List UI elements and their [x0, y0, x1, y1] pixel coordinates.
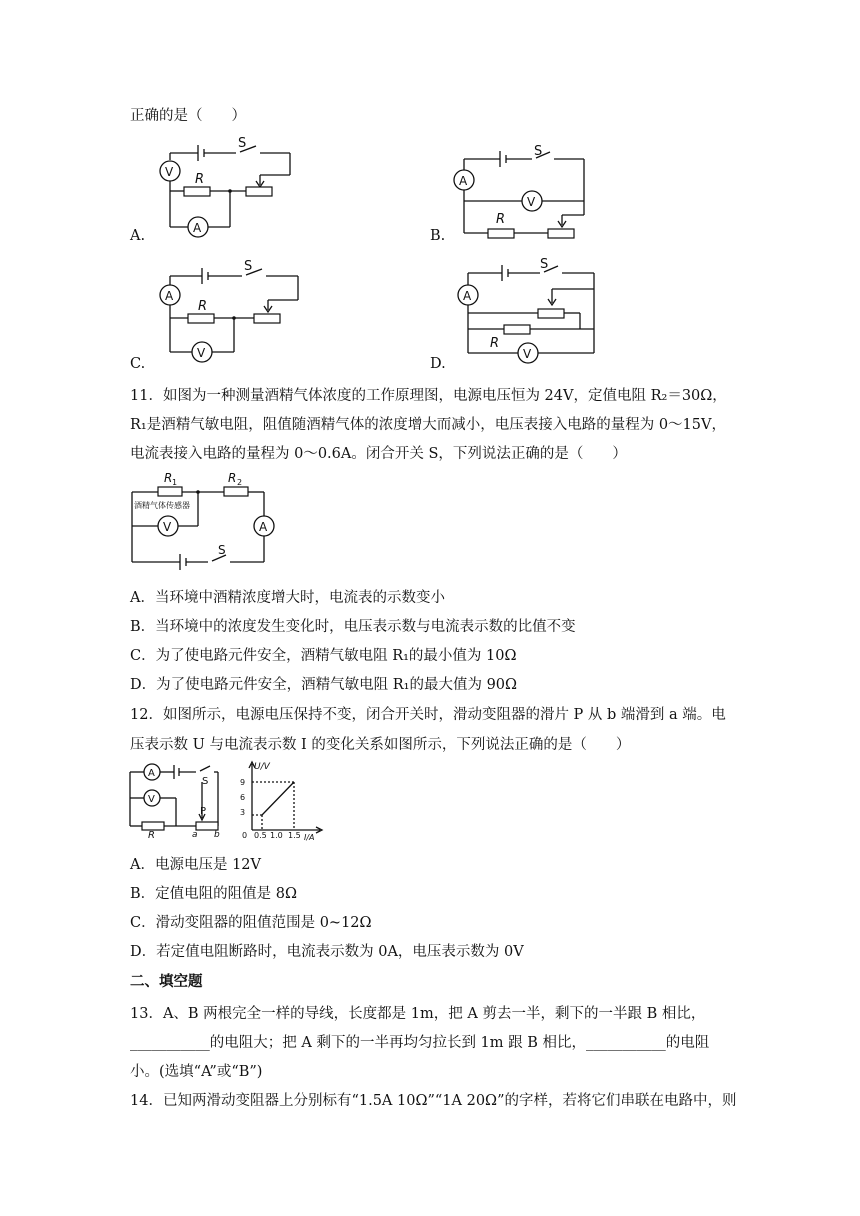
svg-text:A: A	[459, 174, 468, 188]
svg-text:a: a	[192, 830, 198, 840]
resistor-r	[188, 314, 214, 323]
svg-text:S: S	[218, 543, 226, 557]
q11-option-d: D．为了使电路元件安全，酒精气敏电阻 R₁的最大值为 90Ω	[130, 677, 518, 693]
svg-text:V: V	[527, 195, 536, 209]
resistor-r1	[158, 487, 182, 496]
circuit-diagram-c	[150, 260, 310, 365]
svg-text:V: V	[163, 520, 172, 534]
resistor-r	[488, 229, 514, 238]
svg-text:R: R	[195, 172, 205, 187]
svg-text:b: b	[214, 830, 220, 840]
resistor-r2	[224, 487, 248, 496]
q11-option-b: B．当环境中的浓度发生变化时，电压表示数与电流表示数的比值不变	[130, 619, 576, 635]
q10-stem-tail: 正确的是（ ）	[130, 108, 246, 124]
q12-stem-line-2: 压表示数 U 与电流表示数 I 的变化关系如图所示，下列说法正确的是（ ）	[130, 737, 631, 753]
q10-option-d-label: D.	[430, 356, 446, 372]
svg-text:R: R	[496, 212, 506, 227]
svg-text:A: A	[165, 289, 174, 303]
y-tick: 9	[240, 778, 246, 787]
svg-text:V: V	[165, 165, 174, 179]
svg-text:1: 1	[172, 478, 178, 487]
rheostat	[538, 309, 564, 318]
q11-option-a: A．当环境中酒精浓度增大时，电流表的示数变小	[130, 590, 445, 606]
q11-stem-line-1: 11．如图为一种测量酒精气体浓度的工作原理图，电源电压恒为 24V，定值电阻 R₂＝30Ω，	[130, 388, 727, 404]
q11-option-c: C．为了使电路元件安全，酒精气敏电阻 R₁的最小值为 10Ω	[130, 648, 517, 664]
q11-stem-line-2: R₁是酒精气敏电阻，阻值随酒精气体的浓度增大而减小，电压表接入电路的量程为 0～15V，	[130, 417, 726, 433]
q13-line-2: ___________的电阻大；把 A 剩下的一半再均匀拉长到 1m 跟 B 相比，___________的电阻	[130, 1035, 710, 1051]
x-tick: 1.5	[288, 831, 301, 840]
q13-line-1: 13．A、B 两根完全一样的导线，长度都是 1m，把 A 剪去一半，剩下的一半跟 B 相比，	[130, 1006, 706, 1022]
y-tick: 6	[240, 793, 246, 802]
svg-text:S: S	[244, 259, 253, 274]
q10-option-a-label: A.	[130, 228, 146, 244]
svg-text:V: V	[197, 346, 206, 360]
q12-option-d: D．若定值电阻断路时，电流表示数为 0A，电压表示数为 0V	[130, 944, 524, 960]
rheostat	[246, 187, 272, 196]
q12-option-a: A．电源电压是 12V	[130, 857, 262, 873]
x-tick: 0.5	[254, 831, 267, 840]
graph-y-label: U/V	[254, 762, 270, 772]
svg-text:V: V	[148, 794, 155, 805]
svg-text:A: A	[259, 520, 268, 534]
svg-text:V: V	[523, 347, 532, 361]
svg-text:R: R	[228, 471, 237, 485]
q13-line-3: 小。(选填“A”或“B”)	[130, 1064, 263, 1080]
sensor-label: 酒精气体传感器	[134, 501, 190, 510]
q10-option-b-label: B.	[430, 228, 446, 244]
q12-option-b: B．定值电阻的阻值是 8Ω	[130, 886, 298, 902]
resistor-r	[504, 325, 530, 334]
svg-text:R: R	[490, 336, 500, 351]
q11-stem-line-3: 电流表接入电路的量程为 0～0.6A。闭合开关 S，下列说法正确的是（ ）	[130, 446, 627, 462]
rheostat	[196, 822, 218, 830]
svg-text:R: R	[164, 471, 173, 485]
q12-option-c: C．滑动变阻器的阻值范围是 0~12Ω	[130, 915, 372, 931]
svg-text:A: A	[463, 289, 472, 303]
svg-text:R: R	[148, 830, 155, 841]
svg-text:A: A	[193, 221, 202, 235]
rheostat	[254, 314, 280, 323]
svg-text:R: R	[198, 299, 208, 314]
u-i-line	[262, 782, 294, 815]
circuit-diagram-q11	[128, 470, 288, 575]
svg-text:2: 2	[237, 478, 243, 487]
x-tick: 0	[242, 831, 248, 840]
y-tick: 3	[240, 808, 246, 817]
q14-line-1: 14．已知两滑动变阻器上分别标有“1.5A 10Ω”“1A 20Ω”的字样，若将它们串联在电路中，则	[130, 1093, 737, 1109]
q10-option-c-label: C.	[130, 356, 146, 372]
rheostat	[548, 229, 574, 238]
section-heading: 二、填空题	[130, 974, 203, 990]
circuit-diagram-b	[452, 145, 602, 245]
graph-x-label: I/A	[304, 833, 315, 842]
circuit-diagram-q12	[128, 760, 238, 840]
svg-text:S: S	[202, 776, 209, 787]
circuit-diagram-d	[452, 255, 612, 370]
x-tick: 1.0	[270, 831, 283, 840]
svg-text:S: S	[534, 144, 543, 159]
svg-text:P: P	[200, 806, 207, 817]
q12-stem-line-1: 12．如图所示，电源电压保持不变，闭合开关时，滑动变阻器的滑片 P 从 b 端滑到 a 端。电	[130, 707, 726, 723]
circuit-diagram-a	[150, 135, 300, 240]
u-i-graph	[238, 758, 338, 842]
resistor-r	[142, 822, 164, 830]
svg-text:S: S	[540, 257, 549, 272]
resistor-r	[184, 187, 210, 196]
svg-text:A: A	[148, 768, 155, 779]
switch-label: S	[238, 136, 247, 151]
